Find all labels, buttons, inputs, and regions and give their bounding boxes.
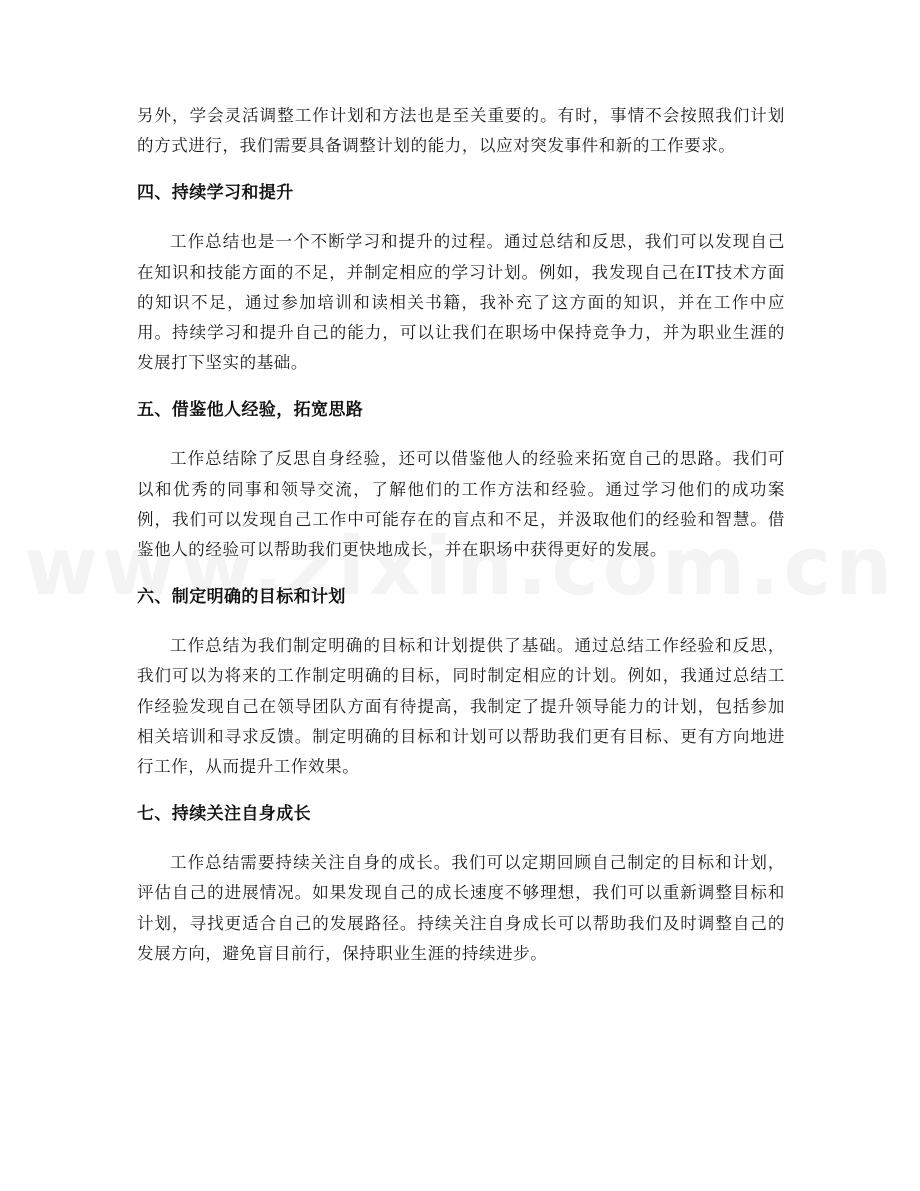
intro-paragraph: 另外，学会灵活调整工作计划和方法也是至关重要的。有时，事情不会按照我们计划的方式进行，我们需要具备调整计划的能力，以应对突发事件和新的工作要求。 [137,106,785,156]
section-heading-6: 六、制定明确的目标和计划 [137,587,346,608]
section-heading-5: 五、借鉴他人经验，拓宽思路 [137,400,364,421]
section-heading-4: 四、持续学习和提升 [137,183,294,204]
section-body-4: 工作总结也是一个不断学习和提升的过程。通过总结和反思，我们可以发现自己在知识和技能方面的不足，并制定相应的学习计划。例如，我发现自己在IT技术方面的知识不足，通过参加培训和读相关书籍，我补充了这方面的知识，并在工作中应用。持续学习和提升自己的能力，可以让我们在职场中保持竞争力，并为职业生涯的发展打下坚实的基础。 [137,232,785,373]
section-body-5: 工作总结除了反思自身经验，还可以借鉴他人的经验来拓宽自己的思路。我们可以和优秀的同事和领导交流，了解他们的工作方法和经验。通过学习他们的成功案例，我们可以发现自己工作中可能存在的盲点和不足，并汲取他们的经验和智慧。借鉴他人的经验可以帮助我们更快地成长，并在职场中获得更好的发展。 [137,449,785,560]
document-content [137,101,785,969]
section-heading-7: 七、持续关注自身成长 [137,804,311,825]
section-body-7: 工作总结需要持续关注自身的成长。我们可以定期回顾自己制定的目标和计划，评估自己的进展情况。如果发现自己的成长速度不够理想，我们可以重新调整目标和计划，寻找更适合自己的发展路径。持续关注自身成长可以帮助我们及时调整自己的发展方向，避免盲目前行，保持职业生涯的持续进步。 [137,853,785,963]
section-body-6: 工作总结为我们制定明确的目标和计划提供了基础。通过总结工作经验和反思，我们可以为将来的工作制定明确的目标，同时制定相应的计划。例如，我通过总结工作经验发现自己在领导团队方面有待提高，我制定了提升领导能力的计划，包括参加相关培训和寻求反馈。制定明确的目标和计划可以帮助我们更有目标、更有方向地进行工作，从而提升工作效果。 [137,636,785,777]
